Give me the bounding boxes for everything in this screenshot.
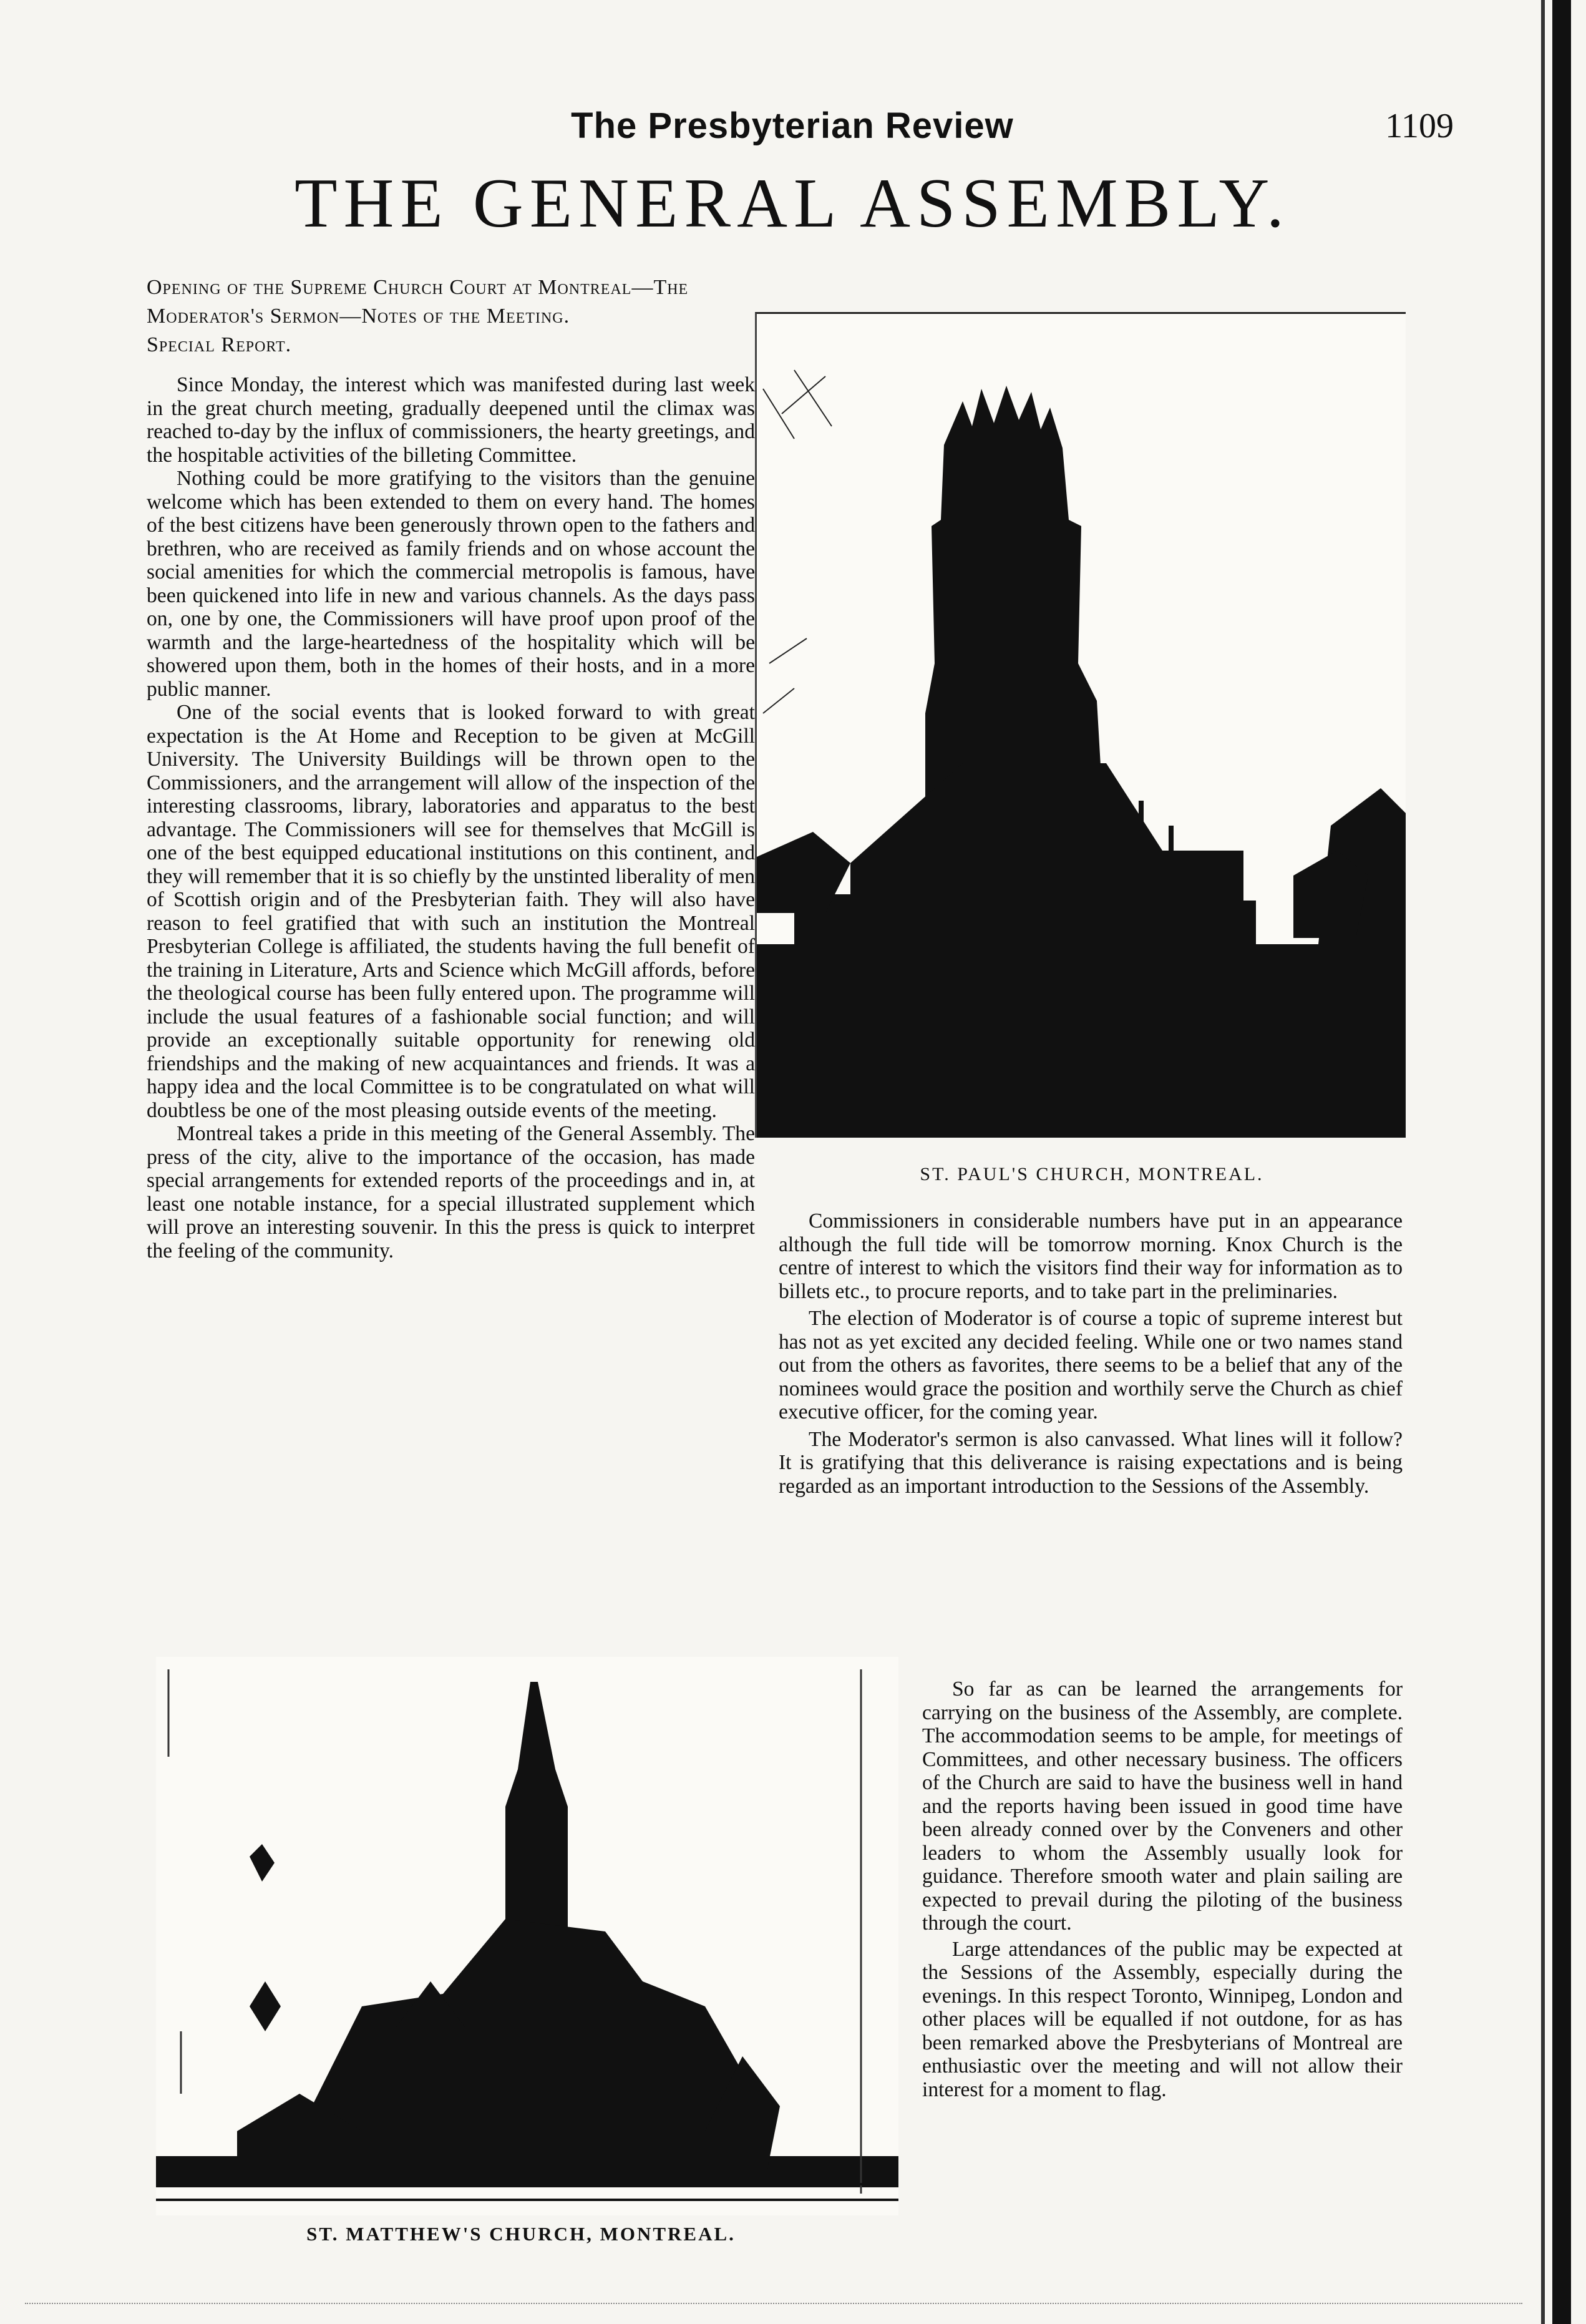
paragraph: Large attendances of the public may be expected at the Sessions of the Assembly, especially during the evenings. In this respect Toronto, Winnipeg, London and other places will be equalled if not outdone, for as has been remarked above the Presbyterians of Montreal are enthusiastic over the meeting and will not allow their interest for a moment to flag. bbox=[922, 1937, 1403, 2101]
right-column bbox=[779, 1209, 1403, 1501]
st-matthews-church-photo bbox=[156, 1657, 898, 2215]
left-column bbox=[147, 373, 755, 1262]
page-edge-bar bbox=[1552, 0, 1571, 2324]
article-subhead: Opening of the Supreme Church Court at Montreal—The Moderator's Sermon—Notes of the Meeting. bbox=[147, 276, 689, 328]
right-narrow-column bbox=[922, 1677, 1403, 2104]
article-headline: THE GENERAL ASSEMBLY. bbox=[294, 165, 1290, 242]
paragraph: Montreal takes a pride in this meeting of the General Assembly. The press of the city, alive to the importance of the occasion, has made special arrangements for extended reports of the proceedings and in, at least one notable instance, for a special illustrated supplement which will prove an interesting souvenir. In this the press is quick to interpret the feeling of the community. bbox=[147, 1122, 755, 1262]
running-head-title: The Presbyterian Review bbox=[571, 105, 1014, 146]
paragraph: One of the social events that is looked forward to with great expectation is the At Home and Reception to be given at McGill University. The University Buildings will be thrown open to the Commissioners, and the arrangement will allow of the inspection of the interesting classrooms, library, laboratories and apparatus to the best advantage. The Commissioners will see for themselves that McGill is one of the best equipped educational institutions on this continent, and they will remember that it is so chiefly by the unstinted liberality of men of Scottish origin and of the Presbyterian faith. They will also have reason to feel gratified that with such an institution the Montreal Presbyterian College is affiliated, the students having the full benefit of the training in Literature, Arts and Science which McGill affords, before the theological course has been fully entered upon. The programme will include the usual features of a fashionable social function; and will provide an exceptionally suitable opportunity for renewing old friendships and the making of new acquaintances and friends. It was a happy idea and the local Committee is to be congratulated on what will doubtless be one of the most pleasing outside events of the meeting. bbox=[147, 701, 755, 1122]
paragraph: Since Monday, the interest which was manifested during last week in the great church meeting, gradually deepened until the climax was reached to-day by the influx of commissioners, the hearty greetings, and the hospitable activities of the billeting Committee. bbox=[147, 373, 755, 467]
paragraph: So far as can be learned the arrangements for carrying on the business of the Assembly, are complete. The accommodation seems to be ample, for meetings of Committees, and other necessary business. The officers of the Church are said to have the business well in hand and the reports having been issued in good time have been already conned over by the Conveners and other leaders to whom the Assembly usually look for guidance. Therefore smooth water and plain sailing are expected to prevail during the piloting of the business through the court. bbox=[922, 1677, 1403, 1935]
special-report-label: Special Report. bbox=[147, 333, 292, 356]
scan-noise bbox=[25, 2303, 1522, 2307]
page-edge-shadow bbox=[1541, 0, 1545, 2324]
paragraph: Nothing could be more gratifying to the visitors than the genuine welcome which has been extended to them on every hand. The homes of the best citizens have been generously thrown open to the fathers and brethren, who are received as family friends and on whose account the social amenities for which the commercial metropolis is famous, have been quickened into life in new and various channels. As the days pass on, one by one, the Commissioners will have proof upon proof of the warmth and the large-heartedness of the hospitality which will be showered upon them, both in the homes of their hosts, and in a more public manner. bbox=[147, 467, 755, 701]
church-silhouette-image bbox=[757, 314, 1406, 1138]
paragraph: The election of Moderator is of course a topic of supreme interest but has not as yet excited any decided feeling. While one or two names stand out from the others as favorites, there seems to be a belief that any of the nominees would grace the position and worthily serve the Church as chief executive officer, for the coming year. bbox=[779, 1307, 1403, 1423]
st-pauls-caption: ST. PAUL'S CHURCH, MONTREAL. bbox=[920, 1164, 1264, 1184]
st-pauls-church-photo bbox=[755, 312, 1406, 1138]
church-silhouette-image bbox=[156, 1657, 898, 2215]
paragraph: The Moderator's sermon is also canvassed. What lines will it follow? It is gratifying that this deliverance is raising expectations and is being regarded as an important introduction to the Sessions of the Assembly. bbox=[779, 1427, 1403, 1498]
paragraph: Commissioners in considerable numbers have put in an appearance although the full tide will be tomorrow morning. Knox Church is the centre of interest to which the visitors find their way for information as to billets etc., to procure reports, and to take part in the preliminaries. bbox=[779, 1209, 1403, 1303]
page-number: 1109 bbox=[1385, 107, 1454, 145]
st-matthews-caption: ST. MATTHEW'S CHURCH, MONTREAL. bbox=[306, 2223, 736, 2245]
article-intro bbox=[147, 273, 755, 359]
